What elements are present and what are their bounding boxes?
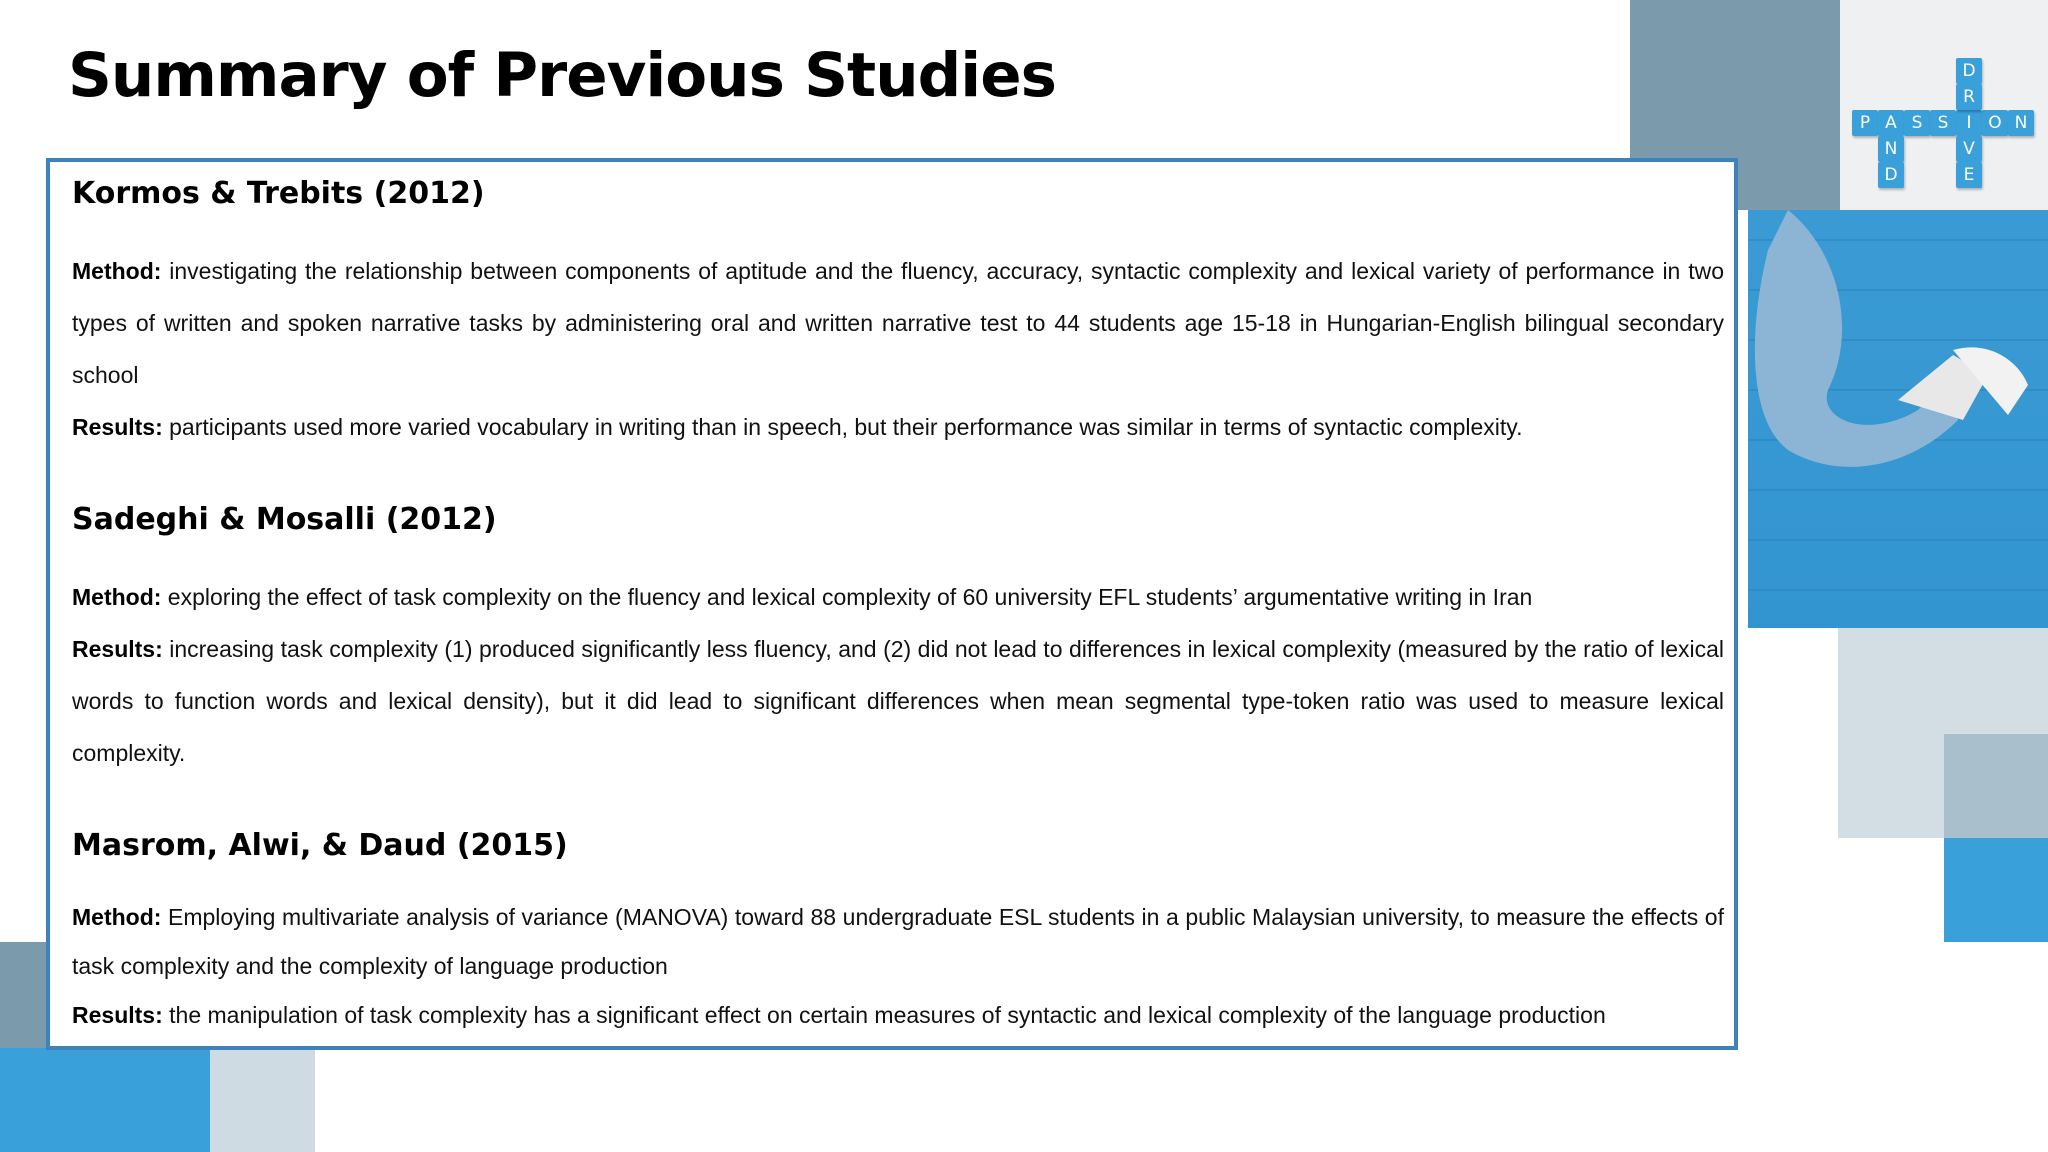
study-results — [72, 991, 1724, 1040]
study-results — [72, 401, 1724, 453]
method-text: Employing multivariate analysis of variance (MANOVA) toward 88 undergraduate ESL students in a public Malaysian university, to measure the effects of task complexity and the complexity of language production — [72, 904, 1724, 979]
study-kormos-trebits — [72, 176, 1724, 453]
jumping-legs-photo — [1748, 210, 2048, 628]
logo-tile: I — [1956, 110, 1982, 136]
logo-tile: V — [1956, 136, 1982, 162]
decor-block-light-left — [210, 1048, 315, 1152]
study-method — [72, 571, 1724, 623]
studies-card — [46, 158, 1738, 1050]
method-text: investigating the relationship between components of aptitude and the fluency, accuracy, syntactic complexity and lexical variety of performance in two types of written and spoken narrative tasks by administering oral and written narrative test to 44 students age 15-18 in Hungarian-English bilingual secondary school — [72, 258, 1724, 388]
results-text: increasing task complexity (1) produced significantly less fluency, and (2) did not lead to differences in lexical complexity (measured by the ratio of lexical words to function words and lexical density), but it did lead to significant differences when mean segmental type-token ratio was used to measure lexical complexity. — [72, 636, 1724, 766]
decor-block-steel-right — [1944, 734, 2048, 838]
logo-tile: E — [1956, 162, 1982, 188]
decor-block-blue-right — [1944, 838, 2048, 942]
results-label: Results: — [72, 1002, 163, 1028]
logo-tile: D — [1956, 58, 1982, 84]
study-method — [72, 245, 1724, 401]
results-text: participants used more varied vocabulary in writing than in speech, but their performance was similar in terms of syntactic complexity. — [162, 414, 1523, 440]
logo-tile: P — [1852, 110, 1878, 136]
page-title: Summary of Previous Studies — [68, 40, 1056, 111]
study-results — [72, 623, 1724, 779]
method-label: Method: — [72, 258, 162, 284]
study-method — [72, 893, 1724, 991]
results-text: the manipulation of task complexity has a significant effect on certain measures of syntactic and lexical complexity of the language production — [162, 1002, 1606, 1028]
logo-tile: R — [1956, 84, 1982, 110]
logo-tile: D — [1878, 162, 1904, 188]
passion-and-drive-logo — [1852, 61, 2032, 194]
logo-tile: S — [1904, 110, 1930, 136]
decor-photo-wall — [1748, 210, 2048, 628]
decor-block-blue-left — [0, 1048, 210, 1152]
logo-tile: N — [2008, 110, 2034, 136]
study-heading: Kormos & Trebits (2012) — [72, 176, 485, 211]
logo-tile: S — [1930, 110, 1956, 136]
method-label: Method: — [72, 584, 162, 610]
logo-tile: A — [1878, 110, 1904, 136]
method-text: exploring the effect of task complexity on the fluency and lexical complexity of 60 university EFL students’ argumentative writing in Iran — [161, 584, 1533, 610]
study-sadeghi-mosalli — [72, 502, 1724, 779]
results-label: Results: — [72, 636, 163, 662]
results-label: Results: — [72, 414, 163, 440]
method-label: Method: — [72, 904, 162, 930]
logo-tile: O — [1982, 110, 2008, 136]
study-heading: Masrom, Alwi, & Daud (2015) — [72, 828, 568, 863]
study-masrom-alwi-daud — [72, 828, 1724, 1040]
study-heading: Sadeghi & Mosalli (2012) — [72, 502, 497, 537]
logo-tile: N — [1878, 136, 1904, 162]
